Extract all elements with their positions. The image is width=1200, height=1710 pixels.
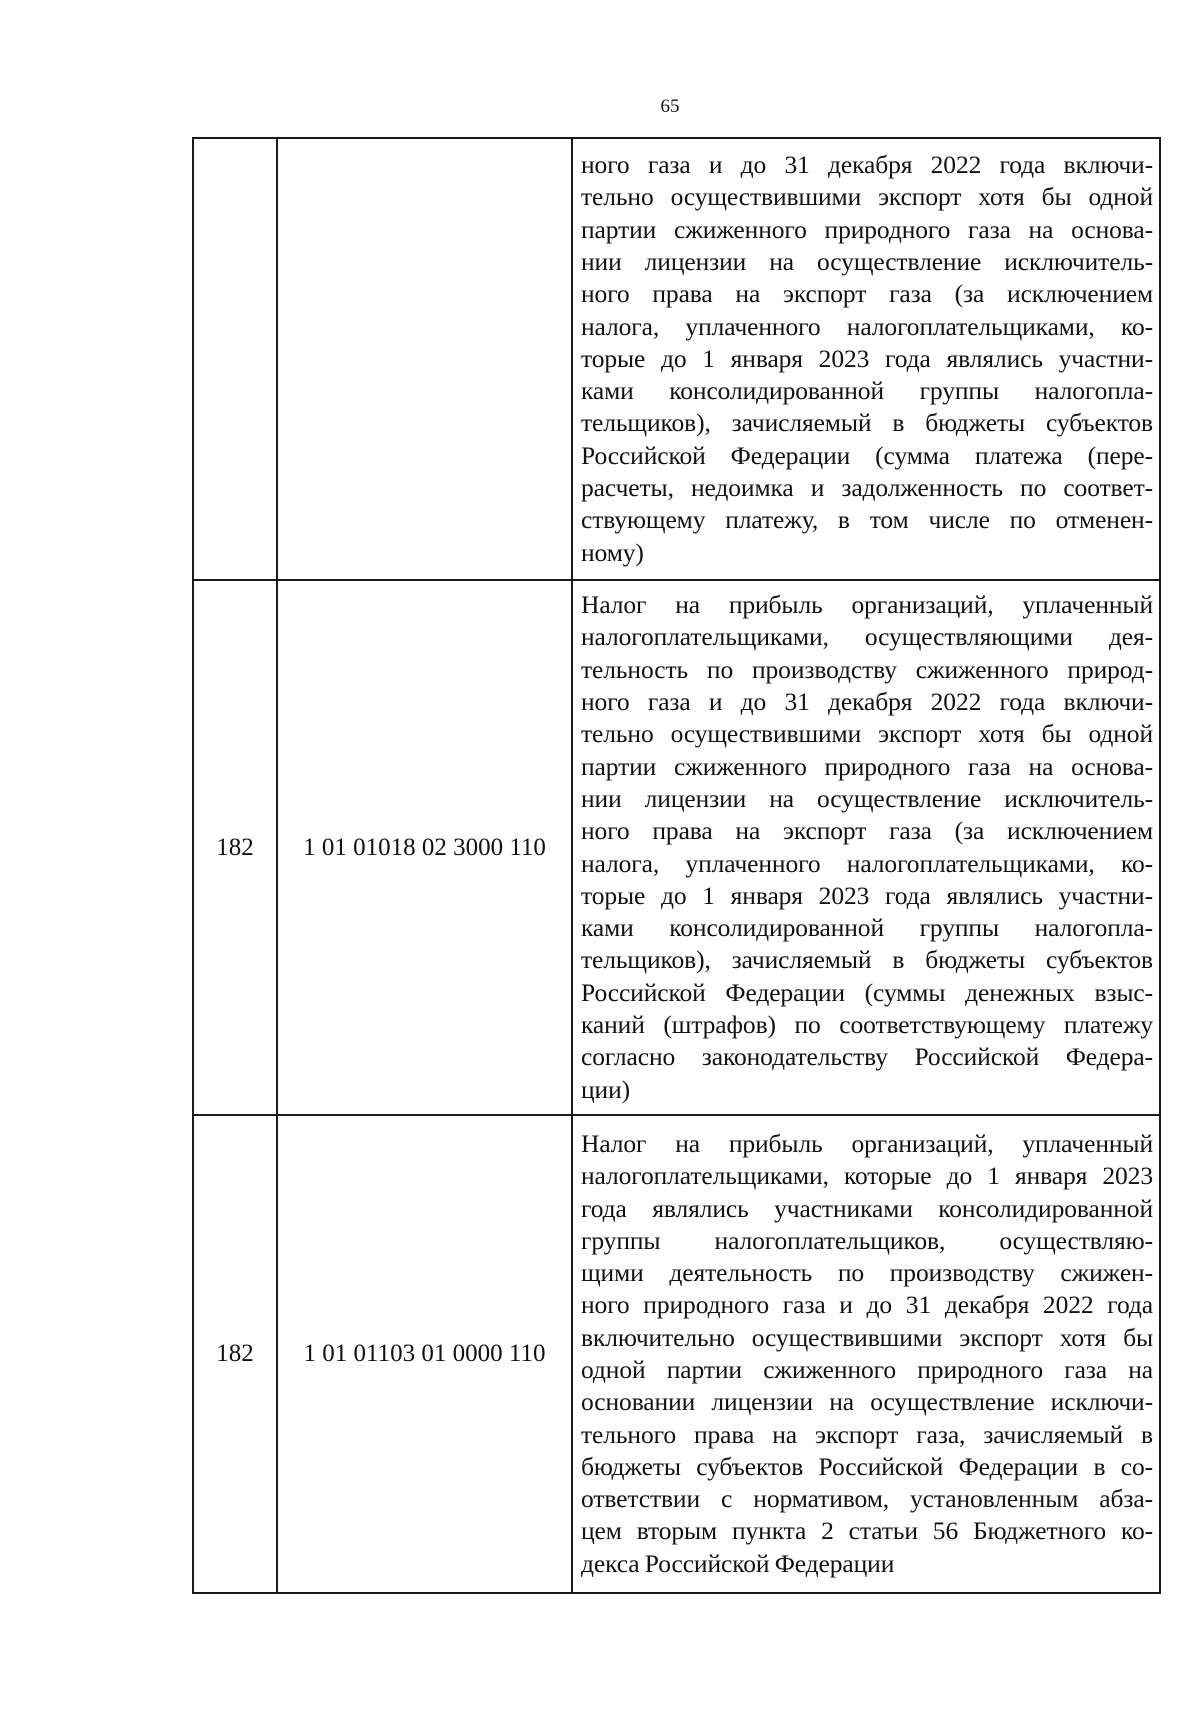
description-line: Российской Федерации (сумма платежа (пере- [581,440,1153,470]
admin-code-cell [193,138,277,580]
description-cell [572,1115,1160,1593]
description-cell [572,580,1160,1115]
description-line: нии лицензии на осуществление исключитель- [581,246,1153,276]
description-line: включительно осуществившими экспорт хотя бы [581,1322,1153,1352]
table-row [193,138,1160,580]
description-line: Налог на прибыль организаций, уплаченный [581,590,1153,620]
description-line: нии лицензии на осуществление исключитель- [581,783,1153,813]
description-line: ками консолидированной группы налогопла- [581,376,1153,406]
page-number: 65 [660,96,680,117]
description-line: тельность по производству сжиженного природ- [581,654,1153,684]
description-line: основании лицензии на осуществление исключи- [581,1387,1153,1417]
description-line: цем вторым пункта 2 статьи 56 Бюджетного ко- [581,1516,1153,1546]
description-line: налогоплательщиками, которые до 1 января 2023 [581,1161,1153,1191]
description-line: ции) [581,1074,631,1104]
description-line: тельщиков), зачисляемый в бюджеты субъектов [581,945,1153,975]
description-text [573,143,1159,575]
description-line: ного права на экспорт газа (за исключением [581,279,1153,309]
admin-code-cell: 182 [193,1115,277,1593]
description-line: ответствии с нормативом, установленным абза- [581,1484,1153,1514]
description-cell [572,138,1160,580]
description-line: тельно осуществившими экспорт хотя бы одной [581,719,1153,749]
description-line: налога, уплаченного налогоплательщиками, ко- [581,848,1153,878]
description-line: ного природного газа и до 31 декабря 2022 года [581,1290,1153,1320]
description-line: одной партии сжиженного природного газа на [581,1355,1153,1384]
description-line: щими деятельность по производству сжижен- [581,1258,1153,1288]
kbk-code-cell [277,138,572,580]
description-line: партии сжиженного природного газа на основа- [581,751,1153,781]
description-line: ного газа и до 31 декабря 2022 года включи- [581,687,1153,717]
description-line: налога, уплаченного налогоплательщиками, ко- [581,311,1153,341]
description-line: ного права на экспорт газа (за исключением [581,816,1153,846]
description-line: тельного права на экспорт газа, зачисляемый в [581,1419,1153,1449]
description-line: ному) [581,537,644,567]
description-line: Налог на прибыль организаций, уплаченный [581,1128,1153,1158]
description-line: группы налогоплательщиков, осуществляю- [581,1225,1153,1255]
description-line: года являлись участниками консолидированной [581,1193,1153,1223]
table-row [193,580,1160,1115]
description-line: согласно законодательству Российской Федера- [581,1042,1153,1072]
description-line: торые до 1 января 2023 года являлись участни- [581,343,1153,373]
description-text [573,583,1159,1112]
admin-code-cell: 182 [193,580,277,1115]
kbk-code-cell: 1 01 01018 02 3000 110 [277,580,572,1115]
description-line: налогоплательщиками, осуществляющими дея- [581,622,1153,652]
description-line: ствующему платежу, в том числе по отменен- [581,505,1153,535]
description-line: тельщиков), зачисляемый в бюджеты субъектов [581,408,1153,438]
kbk-code-cell: 1 01 01103 01 0000 110 [277,1115,572,1593]
description-line: Российской Федерации (суммы денежных взыс- [581,977,1153,1007]
description-line: ками консолидированной группы налогопла- [581,913,1153,943]
description-line: партии сжиженного природного газа на основа- [581,214,1153,244]
description-line: декса Российской Федерации [581,1548,895,1578]
description-line: ного газа и до 31 декабря 2022 года включи- [581,150,1153,180]
description-line: тельно осуществившими экспорт хотя бы одной [581,182,1153,212]
description-line: расчеты, недоимка и задолженность по соответ- [581,473,1153,503]
description-line: каний (штрафов) по соответствующему платежу [581,1009,1153,1039]
description-line: торые до 1 января 2023 года являлись участни- [581,880,1153,910]
budget-classification-table [192,137,1161,1594]
table-row [193,1115,1160,1593]
description-text [573,1122,1159,1586]
description-line: бюджеты субъектов Российской Федерации в со- [581,1451,1153,1481]
